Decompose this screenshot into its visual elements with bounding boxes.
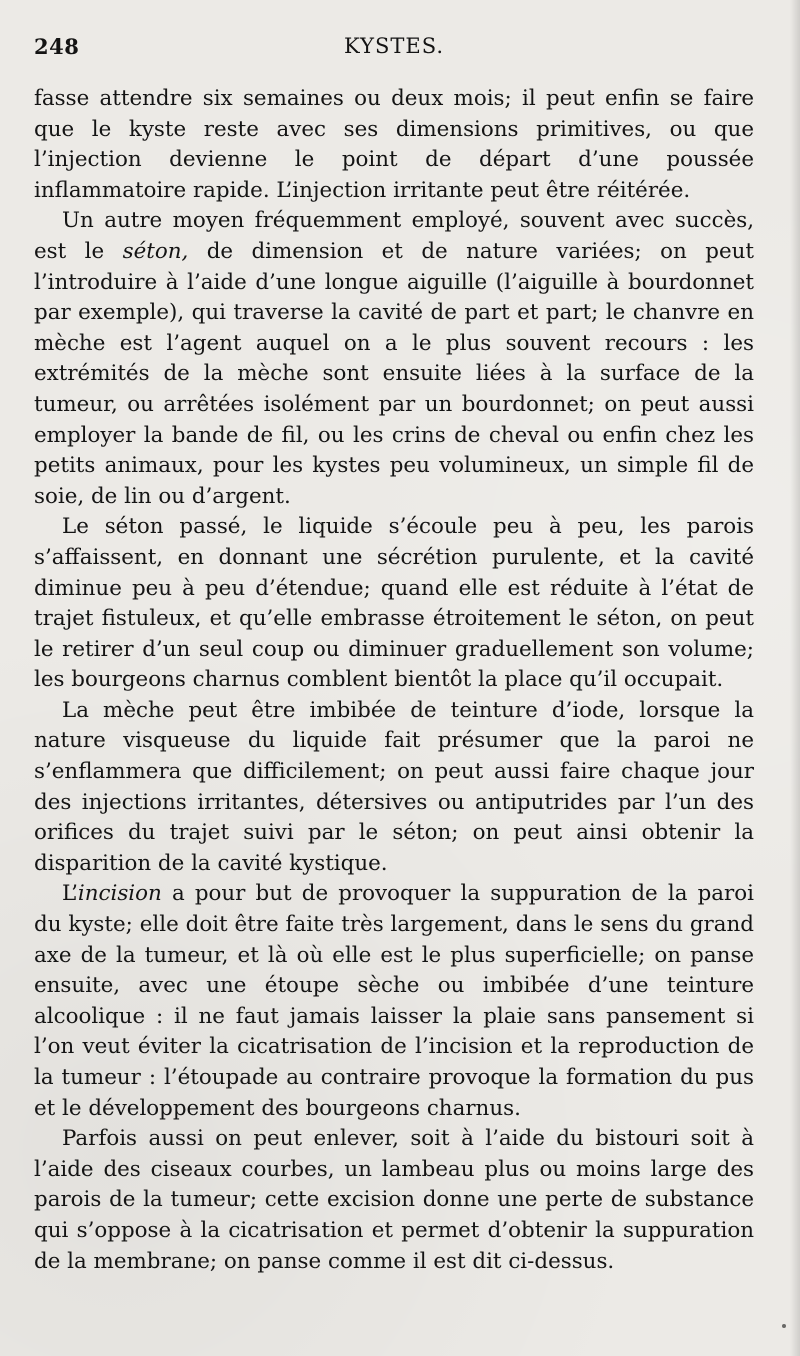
page-edge-shadow — [790, 0, 800, 1356]
paragraph-incision-emphasis: incision — [77, 881, 162, 907]
page-number: 248 — [34, 34, 80, 59]
paragraph-seton-after: de dimension et de nature variées; on peut l’introduire à l’aide d’une longue aiguille (l’aiguille à bourdonnet par exemple), qui traverse la cavité de part et part; le chanvre en mèche est l’agent auquel on a le plus souvent recours : les extrémités de la mèche sont ensuite liées à la surface de la tumeur, ou arrêtées isolément par un bourdonnet; on peut aussi employer la bande de fil, ou les crins de cheval ou enfin chez les petits animaux, pour les kystes peu volumineux, un simple fil de soie, de lin ou d’argent. — [34, 238, 754, 509]
paragraph-meche: La mèche peut être imbibée de teinture d’iode, lorsque la nature visqueuse du liquide fait présumer que la paroi ne s’enflammera que difficilement; on peut aussi faire chaque jour des injections irritantes, détersives ou antiputrides par l’un des orifices du trajet suivi par le séton; on peut ainsi obtenir la disparition de la cavité kystique. — [34, 697, 754, 876]
body-text — [34, 84, 754, 1277]
paragraph-seton-before: Un autre moyen fréquemment employé, souvent avec succès, est le — [34, 208, 754, 264]
paragraph-excision: Parfois aussi on peut enlever, soit à l’aide du bistouri soit à l’aide des ciseaux courbes, un lambeau plus ou moins large des parois de la tumeur; cette excision donne une perte de substance qui s’oppose à la cicatrisation et permet d’obtenir la suppuration de la membrane; on panse comme il est dit ci-dessus. — [34, 1126, 754, 1274]
paragraph-seton — [34, 206, 754, 512]
page-header — [34, 34, 754, 72]
paragraph-seton-result: Le séton passé, le liquide s’écoule peu à peu, les parois s’affaissent, en donnant une sécrétion purulente, et la cavité diminue peu à peu d’étendue; quand elle est réduite à l’état de trajet fistuleux, et qu’elle embrasse étroitement le séton, on peut le retirer d’un seul coup ou diminuer graduellement son volume; les bourgeons charnus comblent bientôt la place qu’il occupait. — [34, 514, 754, 693]
paragraph-continuation: fasse attendre six semaines ou deux mois; il peut enfin se faire que le kyste reste avec ses dimensions primitives, ou que l’injection devienne le point de départ d’une poussée inflammatoire rapide. L’injection irritante peut être réitérée. — [34, 86, 754, 203]
paragraph-incision-after: a pour but de provoquer la suppuration de la paroi du kyste; elle doit être faite très largement, dans le sens du grand axe de la tumeur, et là où elle est le plus superficielle; on panse ensuite, avec une étoupe sèche ou imbibée d’une teinture alcoolique : il ne faut jamais laisser la plaie sans pansement si l’on veut éviter la cicatrisation de l’incision et la reproduction de la tumeur : l’étoupade au contraire provoque la formation du pus et le développement des bourgeons charnus. — [34, 881, 754, 1121]
ink-speck — [782, 1324, 786, 1328]
paragraph-incision — [34, 879, 754, 1124]
running-title: KYSTES. — [343, 34, 445, 58]
paragraph-incision-before: L’ — [62, 881, 78, 907]
paragraph-seton-emphasis: séton, — [122, 238, 189, 264]
